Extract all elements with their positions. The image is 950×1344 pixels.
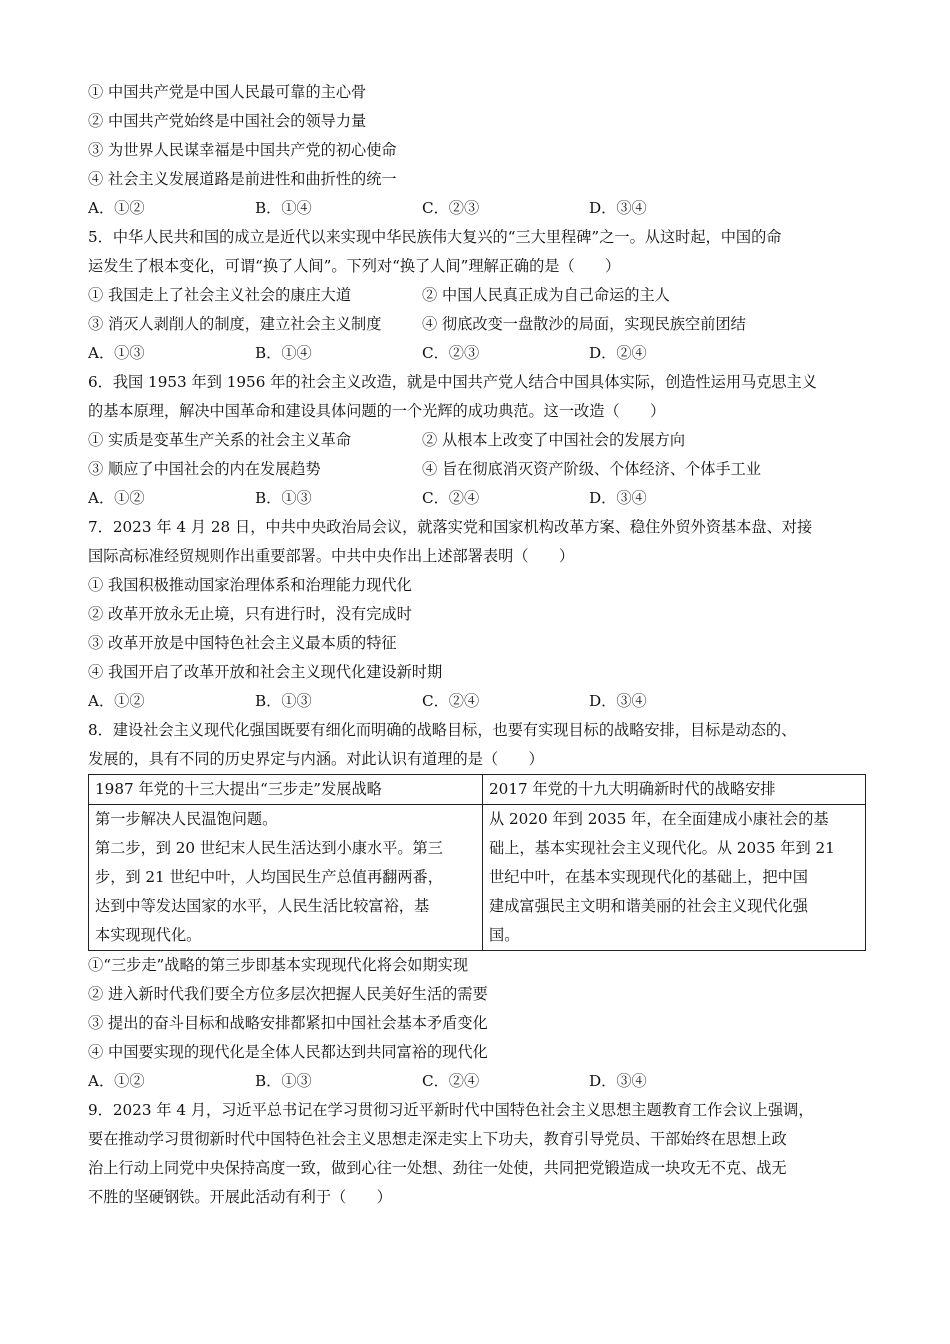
q5-stem xyxy=(88,223,866,281)
table-header-cell: 2017 年党的十九大明确新时代的战略安排 xyxy=(483,775,866,805)
statement: ④ 旨在彻底消灭资产阶级、个体经济、个体手工业 xyxy=(422,460,761,478)
option-a[interactable]: A．①③ xyxy=(88,344,145,362)
cell-line: 世纪中叶，在基本实现现代化的基础上，把中国 xyxy=(489,868,808,886)
q7-options xyxy=(88,687,866,716)
option-b[interactable]: B．①④ xyxy=(255,199,312,217)
option-d[interactable]: D．③④ xyxy=(589,199,647,217)
statement: ③ 改革开放是中国特色社会主义最本质的特征 xyxy=(88,634,397,652)
question-stem-line: 治上行动上同党中央保持高度一致，做到心往一处想、劲往一处使，共同把党锻造成一块攻无不克、战无 xyxy=(88,1159,787,1177)
statement: ① 实质是变革生产关系的社会主义革命 xyxy=(88,431,352,449)
statement: ① 我国走上了社会主义社会的康庄大道 xyxy=(88,286,352,304)
strategy-comparison-table xyxy=(88,774,866,951)
option-c[interactable]: C．②③ xyxy=(422,199,480,217)
statement: ② 改革开放永无止境，只有进行时，没有完成时 xyxy=(88,605,412,623)
option-c[interactable]: C．②④ xyxy=(422,1072,480,1090)
option-d[interactable]: D．③④ xyxy=(589,489,647,507)
question-stem-line: 运发生了根本变化，可谓“换了人间”。下列对“换了人间”理解正确的是（ ） xyxy=(88,257,621,275)
statement: ④ 彻底改变一盘散沙的局面，实现民族空前团结 xyxy=(422,315,746,333)
q7-statements xyxy=(88,571,866,687)
cell-line: 达到中等发达国家的水平，人民生活比较富裕，基 xyxy=(95,897,430,915)
exam-page xyxy=(88,78,866,1212)
option-a[interactable]: A．①② xyxy=(88,1072,145,1090)
option-d[interactable]: D．③④ xyxy=(589,692,647,710)
statement: ④ 社会主义发展道路是前进性和曲折性的统一 xyxy=(88,170,397,188)
statement: ② 进入新时代我们要全方位多层次把握人民美好生活的需要 xyxy=(88,985,488,1003)
statement: ③ 顺应了中国社会的内在发展趋势 xyxy=(88,460,321,478)
q8-statements xyxy=(88,951,866,1067)
q5-statement-row xyxy=(88,281,866,310)
table-header-row xyxy=(89,775,866,805)
cell-line: 第一步解决人民温饱问题。 xyxy=(95,810,278,828)
q4-options xyxy=(88,194,866,223)
q6-statement-row xyxy=(88,426,866,455)
option-d[interactable]: D．②④ xyxy=(589,344,647,362)
cell-line: 础上，基本实现社会主义现代化。从 2035 年到 21 xyxy=(489,839,835,857)
cell-line: 从 2020 年到 2035 年，在全面建成小康社会的基 xyxy=(489,810,829,828)
table-cell-left xyxy=(89,805,483,951)
option-d[interactable]: D．③④ xyxy=(589,1072,647,1090)
cell-line: 第二步，到 20 世纪末人民生活达到小康水平。第三 xyxy=(95,839,443,857)
table-row xyxy=(89,805,866,951)
option-b[interactable]: B．①③ xyxy=(255,1072,312,1090)
q6-options xyxy=(88,484,866,513)
q5-statement-row xyxy=(88,310,866,339)
question-stem-line: 的基本原理，解决中国革命和建设具体问题的一个光辉的成功典范。这一改造（ ） xyxy=(88,402,666,420)
statement: ①“三步走”战略的第三步即基本实现现代化将会如期实现 xyxy=(88,956,469,974)
q9-stem xyxy=(88,1096,866,1212)
statement: ④ 我国开启了改革开放和社会主义现代化建设新时期 xyxy=(88,663,443,681)
option-c[interactable]: C．②③ xyxy=(422,344,480,362)
statement: ② 从根本上改变了中国社会的发展方向 xyxy=(422,431,686,449)
option-a[interactable]: A．①② xyxy=(88,489,145,507)
cell-line: 步，到 21 世纪中叶，人均国民生产总值再翻两番， xyxy=(95,868,443,886)
option-c[interactable]: C．②④ xyxy=(422,692,480,710)
question-stem-line: 国际高标准经贸规则作出重要部署。中共中央作出上述部署表明（ ） xyxy=(88,547,574,565)
statement: ② 中国共产党始终是中国社会的领导力量 xyxy=(88,112,367,130)
question-stem-line: 要在推动学习贯彻新时代中国特色社会主义思想走深走实上下功夫，教育引导党员、干部始终在思想上政 xyxy=(88,1130,787,1148)
question-stem-line: 9．2023 年 4 月，习近平总书记在学习贯彻习近平新时代中国特色社会主义思想主题教育工作会议上强调， xyxy=(88,1101,814,1119)
statement: ③ 提出的奋斗目标和战略安排都紧扣中国社会基本矛盾变化 xyxy=(88,1014,488,1032)
statement: ③ 消灭人剥削人的制度，建立社会主义制度 xyxy=(88,315,382,333)
question-stem-line: 5．中华人民共和国的成立是近代以来实现中华民族伟大复兴的“三大里程碑”之一。从这时起，中国的命 xyxy=(88,228,782,246)
cell-line: 建成富强民主文明和谐美丽的社会主义现代化强 xyxy=(489,897,808,915)
q8-options xyxy=(88,1067,866,1096)
option-c[interactable]: C．②④ xyxy=(422,489,480,507)
table-cell-right xyxy=(483,805,866,951)
statement: ② 中国人民真正成为自己命运的主人 xyxy=(422,286,670,304)
statement: ④ 中国要实现的现代化是全体人民都达到共同富裕的现代化 xyxy=(88,1043,488,1061)
statement: ③ 为世界人民谋幸福是中国共产党的初心使命 xyxy=(88,141,397,159)
q5-options xyxy=(88,339,866,368)
option-b[interactable]: B．①③ xyxy=(255,692,312,710)
cell-line: 本实现现代化。 xyxy=(95,926,202,944)
q4-statements xyxy=(88,78,866,194)
q6-statement-row xyxy=(88,455,866,484)
cell-line: 国。 xyxy=(489,926,520,944)
statement: ① 我国积极推动国家治理体系和治理能力现代化 xyxy=(88,576,412,594)
statement: ① 中国共产党是中国人民最可靠的主心骨 xyxy=(88,83,367,101)
question-stem-line: 发展的，具有不同的历史界定与内涵。对此认识有道理的是（ ） xyxy=(88,750,544,768)
table-header-cell: 1987 年党的十三大提出“三步走”发展战略 xyxy=(89,775,483,805)
question-stem-line: 7．2023 年 4 月 28 日，中共中央政治局会议，就落实党和国家机构改革方案、稳住外贸外资基本盘、对接 xyxy=(88,518,813,536)
question-stem-line: 6．我国 1953 年到 1956 年的社会主义改造，就是中国共产党人结合中国具体实际，创造性运用马克思主义 xyxy=(88,373,817,391)
q6-stem xyxy=(88,368,866,426)
option-b[interactable]: B．①③ xyxy=(255,489,312,507)
question-stem-line: 8．建设社会主义现代化强国既要有细化而明确的战略目标，也要有实现目标的战略安排，目标是动态的、 xyxy=(88,721,797,739)
question-stem-line: 不胜的坚硬钢铁。开展此活动有利于（ ） xyxy=(88,1188,392,1206)
option-b[interactable]: B．①④ xyxy=(255,344,312,362)
q8-stem xyxy=(88,716,866,774)
option-a[interactable]: A．①② xyxy=(88,692,145,710)
option-a[interactable]: A．①② xyxy=(88,199,145,217)
q7-stem xyxy=(88,513,866,571)
